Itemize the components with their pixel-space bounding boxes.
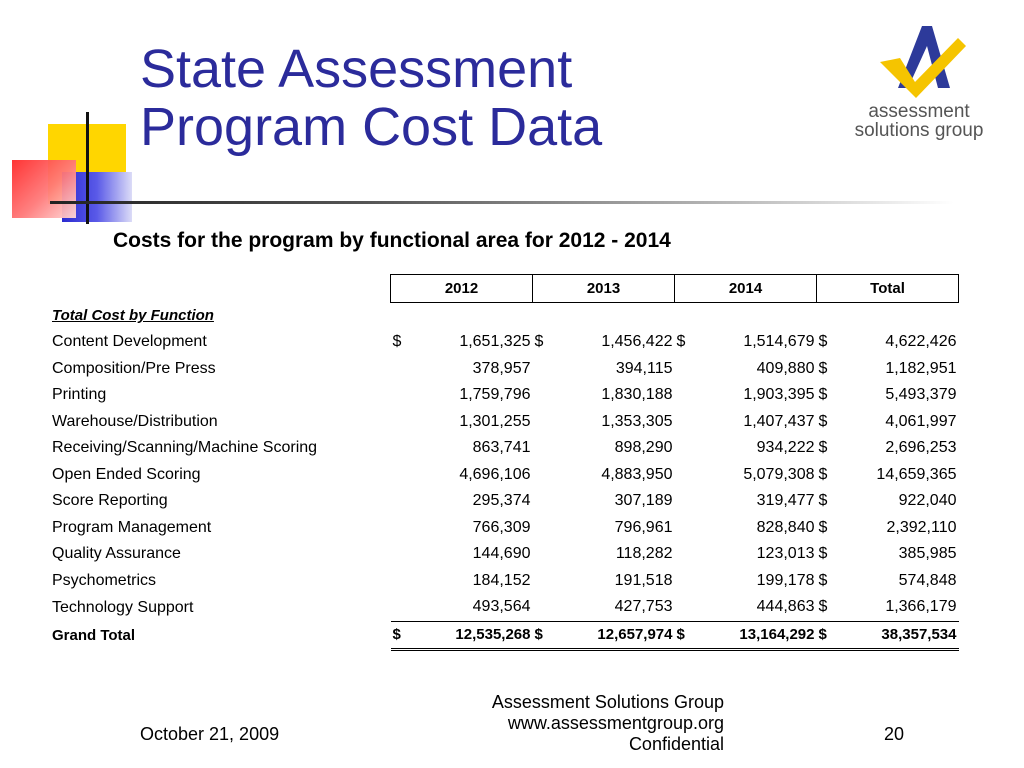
currency-symbol (533, 409, 559, 436)
row-label: Composition/Pre Press (52, 359, 216, 377)
currency-symbol (675, 462, 701, 489)
currency-symbol (533, 568, 559, 595)
row-label: Program Management (52, 518, 212, 536)
cost-table (50, 274, 959, 651)
logo-wordmark (838, 102, 1000, 140)
section-label: Total Cost by Function (52, 307, 214, 324)
currency-symbol: $ (818, 359, 828, 377)
currency-symbol (675, 541, 701, 568)
currency-symbol: $ (818, 545, 828, 563)
currency-symbol (675, 594, 701, 621)
currency-symbol (533, 488, 559, 515)
cell-value: 378,957 (472, 359, 531, 377)
cell-value: 828,840 (756, 518, 815, 536)
currency-symbol: $ (391, 621, 417, 650)
cell-value: 394,115 (615, 359, 673, 377)
currency-symbol: $ (675, 621, 701, 650)
currency-symbol (675, 382, 701, 409)
cell-value: 5,079,308 (743, 465, 815, 483)
table-row (50, 541, 959, 568)
table-row (50, 515, 959, 542)
cell-value: 863,741 (472, 439, 531, 457)
footer-confidential: Confidential (628, 734, 724, 754)
row-label: Warehouse/Distribution (52, 412, 218, 430)
table-caption: Costs for the program by functional area for 2012 - 2014 (113, 229, 671, 252)
currency-symbol (391, 382, 417, 409)
currency-symbol (533, 594, 559, 621)
cell-value: 199,178 (756, 571, 815, 589)
table-row (50, 488, 959, 515)
currency-symbol (391, 541, 417, 568)
cell-value: 934,222 (756, 439, 815, 457)
section-spacer (391, 302, 959, 329)
currency-symbol (533, 356, 559, 383)
currency-symbol (391, 435, 417, 462)
logo-text-line-1: assessment (868, 101, 970, 122)
cell-value: 922,040 (898, 492, 957, 510)
cell-value: 444,863 (756, 598, 815, 616)
cell-value: 38,357,534 (843, 621, 959, 650)
currency-symbol: $ (818, 492, 828, 510)
cell-value: 1,366,179 (885, 598, 957, 616)
currency-symbol: $ (818, 571, 828, 589)
currency-symbol (533, 515, 559, 542)
column-header-total: Total (817, 275, 959, 303)
cell-value: 14,659,365 (876, 465, 957, 483)
row-label: Open Ended Scoring (52, 465, 201, 483)
cell-value: 307,189 (614, 492, 673, 510)
cell-value: 4,696,106 (459, 465, 531, 483)
currency-symbol: $ (818, 412, 828, 430)
cell-value: 319,477 (756, 492, 815, 510)
currency-symbol (391, 568, 417, 595)
cell-value: 2,696,253 (885, 439, 957, 457)
page-number: 20 (884, 724, 905, 744)
cell-value: 385,985 (898, 545, 957, 563)
footer-org-name: Assessment Solutions Group (491, 692, 724, 712)
currency-symbol: $ (818, 333, 828, 351)
currency-symbol (533, 462, 559, 489)
row-label: Receiving/Scanning/Machine Scoring (52, 439, 318, 457)
a-checkmark-logo-icon (870, 24, 970, 102)
cell-value: 493,564 (472, 598, 531, 616)
section-header-row (50, 302, 959, 329)
currency-symbol (675, 409, 701, 436)
cell-value: 1,301,255 (459, 412, 531, 430)
currency-symbol (533, 382, 559, 409)
currency-symbol: $ (533, 621, 559, 650)
cell-value: 574,848 (898, 571, 957, 589)
cell-value: 4,061,997 (885, 412, 957, 430)
title-line-1: State Assessment (140, 39, 573, 99)
table-row (50, 594, 959, 621)
cell-value: 1,456,422 (601, 333, 673, 351)
currency-symbol (675, 568, 701, 595)
column-header-2013: 2013 (533, 275, 675, 303)
cell-value: 2,392,110 (886, 518, 957, 536)
row-label: Quality Assurance (52, 545, 181, 563)
cell-value: 1,759,796 (459, 386, 531, 404)
row-label: Psychometrics (52, 571, 157, 589)
cell-value: 123,013 (756, 545, 815, 563)
table-row (50, 356, 959, 383)
cell-value: 13,164,292 (701, 621, 817, 650)
slide-title (140, 40, 602, 156)
cell-value: 1,514,679 (743, 333, 815, 351)
table-row (50, 462, 959, 489)
footer-date: October 21, 2009 (140, 724, 280, 744)
cell-value: 4,883,950 (601, 465, 673, 483)
currency-symbol: $ (818, 518, 828, 536)
horizontal-rule-decoration (50, 201, 954, 204)
cell-value: 766,309 (472, 518, 531, 536)
title-line-2: Program Cost Data (140, 97, 603, 157)
row-label: Content Development (52, 333, 207, 351)
currency-symbol: $ (676, 333, 686, 351)
cell-value: 409,880 (756, 359, 815, 377)
currency-symbol (391, 462, 417, 489)
currency-symbol: $ (534, 333, 544, 351)
cell-value: 1,353,305 (601, 412, 673, 430)
table-row (50, 409, 959, 436)
vertical-rule-decoration (86, 112, 89, 224)
table-header-row (50, 275, 959, 303)
currency-symbol (391, 409, 417, 436)
currency-symbol: $ (818, 386, 828, 404)
currency-symbol (533, 541, 559, 568)
cell-value: 898,290 (614, 439, 673, 457)
currency-symbol (391, 356, 417, 383)
cell-value: 295,374 (472, 492, 531, 510)
cell-value: 12,535,268 (417, 621, 533, 650)
table-row (50, 329, 959, 356)
cell-value: 427,753 (614, 598, 673, 616)
cell-value: 1,407,437 (743, 412, 815, 430)
currency-symbol (391, 515, 417, 542)
row-label: Printing (52, 386, 107, 404)
cell-value: 5,493,379 (885, 386, 957, 404)
cell-value: 118,282 (615, 545, 673, 563)
red-square-decoration (12, 160, 76, 218)
currency-symbol (391, 594, 417, 621)
cell-value: 184,152 (472, 571, 531, 589)
row-label: Technology Support (52, 598, 194, 616)
cell-value: 144,690 (472, 545, 531, 563)
currency-symbol (675, 515, 701, 542)
currency-symbol (533, 435, 559, 462)
currency-symbol (391, 488, 417, 515)
cell-value: 1,830,188 (601, 386, 673, 404)
currency-symbol: $ (392, 333, 402, 351)
currency-symbol: $ (818, 465, 828, 483)
header-spacer (50, 275, 391, 303)
cell-value: 1,651,325 (459, 333, 531, 351)
cell-value: 191,518 (614, 571, 673, 589)
footer-organization (440, 692, 724, 755)
currency-symbol: $ (818, 439, 828, 457)
footer-url: www.assessmentgroup.org (507, 713, 724, 733)
grand-total-row (50, 621, 959, 650)
table-row (50, 568, 959, 595)
row-label: Score Reporting (52, 492, 168, 510)
column-header-2012: 2012 (391, 275, 533, 303)
cell-value: 1,182,951 (885, 359, 957, 377)
currency-symbol: $ (817, 621, 843, 650)
table-row (50, 382, 959, 409)
cell-value: 12,657,974 (559, 621, 675, 650)
column-header-2014: 2014 (675, 275, 817, 303)
currency-symbol (675, 435, 701, 462)
row-label: Grand Total (52, 626, 136, 644)
cell-value: 4,622,426 (885, 333, 957, 351)
currency-symbol (675, 356, 701, 383)
table-row (50, 435, 959, 462)
cell-value: 1,903,395 (743, 386, 815, 404)
currency-symbol: $ (818, 598, 828, 616)
logo-text-line-2: solutions group (854, 120, 984, 141)
cell-value: 796,961 (614, 518, 673, 536)
company-logo (838, 24, 1000, 148)
currency-symbol (675, 488, 701, 515)
